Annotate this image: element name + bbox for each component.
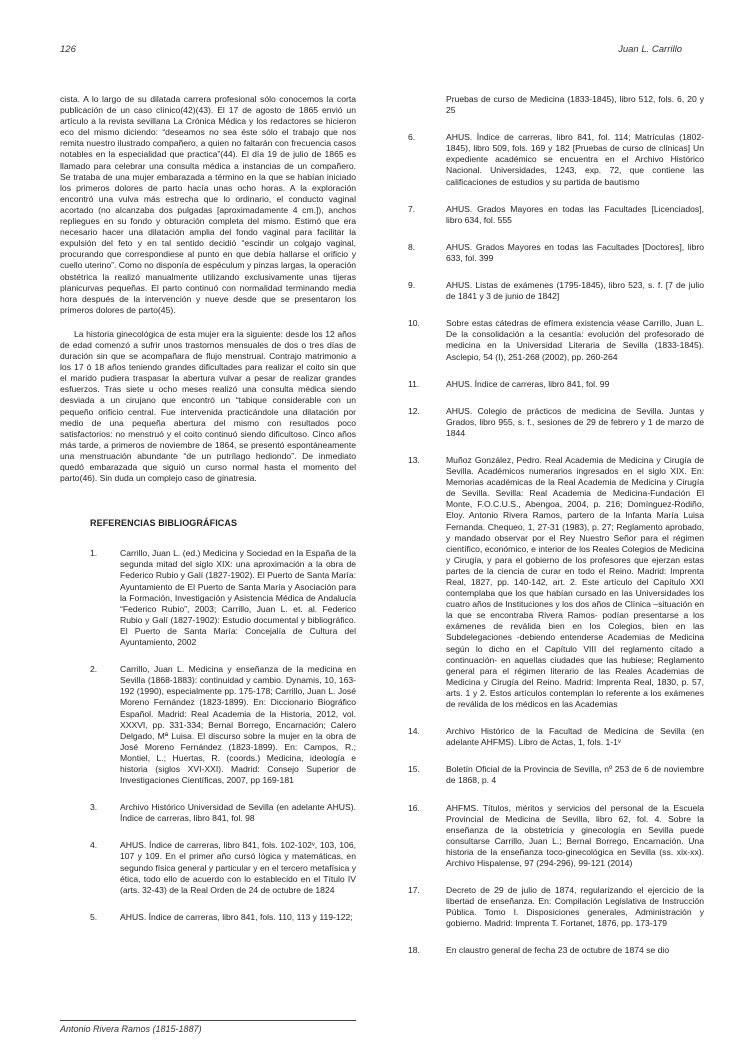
reference-number: 13. — [408, 454, 420, 465]
reference-item — [408, 406, 704, 439]
reference-text: AHUS. Índice de carreras, libro 841, fols. 110, 113 y 119-122; — [120, 911, 353, 922]
reference-list-right — [408, 132, 704, 956]
reference-text: Sobre estas cátedras de efímera existencia véase Carrillo, Juan L. De la consolidación a la cesantía: evolución del profesorado de medicina en la Universidad Literaria de Sevilla (1833-1845). Asclepio, 54 (I), 251-268 (2002), pp. 260-264 — [446, 318, 704, 362]
reference-item — [60, 548, 356, 648]
reference-text: Muñoz González, Pedro. Real Academia de Medicina y Cirugía de Sevilla. Académicos numerarios ingresados en el siglo XIX. En: Memorias académicas de la Real Academia de Medicina y Cirugía de Sevilla. Sevilla: Real Academia de Medicina-Fundación El Monte, F.O.C.U.S., Abengoa, 2004, p. 216; Domínguez-Rodiño, Eloy. Antonio Rivera Ramos, partero de la Infanta María Luisa Fernanda. Chequeo, 1, 27-31 (1983), p. 27; Reglamento aprobado, y mandado observar por el Rey Nuestro Señor para el régimen científico, económico, e interior de los Reales Colegios de Medicina y Cirugía, y para el gobierno de los profesores que ejerzan estas partes de la ciencia de curar en todo el Reino. Madrid: Imprenta Real, 1827, pp. 140-142, art. 2. Este artículo del Capítulo XXI contemplaba que los que habían cursado en las Universidades los cuatro años de Instituciones y los dos años de Clínica –situación en la que se encontraba Rivera Ramos- podían presentarse a los exámenes de reválida bien en los Colegios, bien en las Subdelegaciones -debiendo entenderse Academias de Medicina según lo dicho en el Capítulo VIII del reglamento citado a continuación- en aquellas ciudades que las hubiese; Reglamento general para el régimen literario de las Reales Academias de Medicina y Cirugía del Reino. Madrid: Imprenta Real, 1830, p. 57, arts. 1 y 2. Estos artículos contemplan lo referente a los exámenes de reválida de los médicos en las Academias — [446, 454, 704, 710]
reference-text: AHUS. Índice de carreras, libro 841, fols. 102-102ᵛ, 103, 106, 107 y 109. En el primer año cursó lógica y matemáticas, en segundo física general y particular y en el tercero metafísica y ética, todo ello de acuerdo con lo establecido en el Título IV (arts. 32-43) de la Real Orden de 24 de octubre de 1824 — [120, 840, 356, 895]
reference-number: 5. — [90, 911, 98, 922]
reference-number: 15. — [408, 764, 420, 775]
footer-rule — [60, 1020, 356, 1021]
reference-text: AHUS. Grados Mayores en todas las Facultades [Doctores], libro 633, fol. 399 — [446, 241, 704, 263]
reference-item — [408, 764, 704, 786]
reference-item — [408, 280, 704, 302]
reference-text: AHUS. Listas de exámenes (1795-1845), libro 523, s. f. [7 de julio de 1841 y 3 de junio de 1842] — [446, 280, 704, 302]
reference-item — [408, 379, 704, 390]
reference-number: 2. — [90, 664, 98, 675]
reference-item — [408, 885, 704, 929]
reference-item — [408, 945, 704, 956]
reference-number: 10. — [408, 318, 420, 329]
reference-number: 7. — [408, 203, 416, 214]
reference-number: 18. — [408, 945, 420, 956]
left-column — [60, 94, 356, 939]
right-column — [408, 94, 704, 973]
reference-item — [408, 242, 704, 264]
reference-item — [408, 726, 704, 748]
reference-item — [408, 132, 704, 187]
reference-text: Carrillo, Juan L. (ed.) Medicina y Sociedad en la España de la segunda mitad del siglo XIX: una aproximación a la obra de Federico Rubio y Galí (1827-1902). El Puerto de Santa María: Ayuntamiento de El Puerto de Santa María y Asociación para la Formación, Investigación y Asistencia Médica de Andalucía “Federico Rubio”, 2003; Carrillo, Juan L. et. al. Federico Rubio y Galí (1827-1902): Estudio documental y bibliográfico. El Puerto de Santa María: Concejalía de Cultura del Ayuntamiento, 2002 — [120, 548, 356, 648]
reference-item — [408, 455, 704, 710]
reference-text: Decreto de 29 de julio de 1874, regularizando el ejercicio de la libertad de enseñanza. En: Compilación Legislativa de Instrucción Pública. Tomo I. Disposiciones generales, Administración y gobierno. Madrid: Imprenta T. Fortanet, 1876, pp. 173-179 — [446, 885, 704, 929]
reference-number: 3. — [90, 802, 98, 813]
reference-text: AHUS. Índice de carreras, libro 841, fol. 99 — [446, 378, 610, 389]
reference-text: Archivo Histórico Universidad de Sevilla (en adelante AHUS). Índice de carreras, libro 841, fol. 98 — [120, 802, 356, 824]
reference-text: En claustro general de fecha 23 de octubre de 1874 se dio — [446, 945, 670, 956]
reference-number: 8. — [408, 241, 416, 252]
reference-number: 6. — [408, 132, 416, 143]
reference-item — [60, 912, 356, 923]
reference-text: AHUS. Colegio de prácticos de medicina de Sevilla. Juntas y Grados, libro 955, s. f., sesiones de 29 de febrero y 1 de marzo de 1844 — [446, 405, 704, 438]
body-paragraph: cista. A lo largo de su dilatada carrera profesional sólo conocemos la corta publicación de un caso clínico(42)(43). El 17 de agosto de 1865 envió un artículo a la revista sevillana La Crónica Médica y los redactores se hicieron eco del mismo diciendo: “deseamos no sea éste sólo el trabajo que nos remita nuestro ilustrado compañero, a quien no faltarán con frecuencia casos notables en la especialidad que practica”(44). El día 19 de julio de 1865 es llamado para celebrar una consulta médica a instancias de un compañero. Se trataba de una mujer embarazada a término en la que se habían iniciado los primeros dolores de parto hacía unas ocho horas. A la exploración encontró una vulva más estrecha que lo ordinario, el conducto vaginal acortado (no alcanzaba dos pulgadas [aproximadamente 4 cm.]), anchos repliegues en su fondo y obturación completa del mismo. Estimó que era necesario hacer una dilatación amplia del fondo vaginal para facilitar la expulsión del feto y en tal sentido decidió “escindir un colgajo vaginal, procurando que correspondiese al punto en que debía hallarse el orificio y cuello uterino”. Como no disponía de espéculum y pinzas largas, la operación obstétrica la realizó manualmente utilizando exclusivamente unas tijeras planicurvas pequeñas. El parto continuó con normalidad terminando media hora después de la intervención y nueve desde que se presentaron los primeros dolores de parto(45). — [60, 94, 356, 315]
reference-item — [60, 802, 356, 824]
reference-item — [60, 664, 356, 786]
reference-text: Carrillo, Juan L. Medicina y enseñanza de la medicina en Sevilla (1868-1883): continuidad y cambio. Dynamis, 10, 163-192 (1990), especialmente pp. 175-178; Carrillo, Juan L. José Moreno Fernández (1823-1899). En: Diccionario Biográfico Español. Madrid: Real Academia de la Historia, 2012, vol. XXXVI, pp. 331-334; Bernal Borrego, Encarnación; Calero Delgado, Mª Luisa. El discurso sobre la mujer en la obra de José Moreno Fernández (1823-1899). En: Campos, R.; Montiel, L.; Huertas, R. (coords.) Medicina, ideología e historia (siglos XVI-XXI). Madrid: Consejo Superior de Investigaciones Científicas, 2007, pp 169-181 — [120, 664, 356, 786]
reference-number: 16. — [408, 802, 420, 813]
reference-text: AHFMS. Títulos, méritos y servicios del personal de la Escuela Provincial de Medicina de Sevilla, libro 62, fol. 4. Sobre la enseñanza de la obstetricia y ginecología en Sevilla puede consultarse Carrillo, Juan L.; Bernal Borrego, Encarnación. Una historia de la enseñanza toco-ginecológica en Sevilla (ss. xix-xx). Archivo Hispalense, 97 (294-296), 99-121 (2014) — [446, 802, 704, 868]
reference-number: 9. — [408, 280, 416, 291]
body-paragraph: La historia ginecológica de esta mujer era la siguiente: desde los 12 años de edad comenzó a sufrir unos trastornos mensuales de dos o tres días de duración sin que se acompañara de flujo menstrual. Contrajo matrimonio a los 17 ó 18 años teniendo grandes dificultades para realizar el coito sin que el marido pudiera traspasar la abertura vulvar a pesar de realizar grandes esfuerzos. Tras siete u ocho meses realizó una consulta médica siendo desviada a un cirujano que encontró un “tabique considerable con un pequeño orificio central. Fue intervenida practicándole una dilatación por medio de una pequeña abertura del mismo con resultados poco satisfactorios: no menstruó y el coito continuó siendo dificultoso. Cinco años más tarde, a primeros de noviembre de 1864, se presentó espontáneamente una menstruación abundante “de un putrílago hediondo”. De inmediato quedó embarazada que siguió un curso normal hasta el momento del parto(46). Sin duda un complejo caso de ginatresia. — [60, 328, 356, 484]
reference-number: 12. — [408, 405, 420, 416]
reference-number: 4. — [90, 840, 98, 851]
reference-text: Boletín Oficial de la Provincia de Sevilla, nº 253 de 6 de noviembre de 1868, p. 4 — [446, 764, 704, 786]
reference-text: Archivo Histórico de la Facultad de Medicina de Sevilla (en adelante AHFMS). Libro de Actas, 1, fols. 1-1ᵛ — [446, 726, 704, 748]
reference-item — [408, 204, 704, 226]
reference-number: 14. — [408, 726, 420, 737]
reference-continuation: Pruebas de curso de Medicina (1833-1845), libro 512, fols. 6, 20 y 25 — [446, 94, 704, 116]
references-heading: REFERENCIAS BIBLIOGRÁFICAS — [90, 518, 238, 529]
reference-list-left — [60, 548, 356, 923]
page-number: 126 — [60, 44, 76, 55]
reference-text: AHUS. Índice de carreras, libro 841, fol. 114; Matrículas (1802-1845), libro 509, fols. 169 y 182 [Pruebas de curso de clínicas] Un expediente académico se encuentra en el Archivo Histórico Nacional. Universidades, 1243, exp. 72, que contiene las calificaciones de estudios y su partida de bautismo — [446, 132, 704, 187]
reference-item — [408, 803, 704, 870]
reference-number: 17. — [408, 885, 420, 896]
reference-item — [60, 840, 356, 895]
reference-text: AHUS. Grados Mayores en todas las Facultades [Licenciados], libro 634, fol. 555 — [446, 203, 704, 225]
reference-item — [408, 318, 704, 362]
running-author: Juan L. Carrillo — [618, 44, 682, 55]
reference-number: 11. — [408, 378, 420, 389]
running-footer: Antonio Rivera Ramos (1815-1887) — [60, 1024, 202, 1034]
reference-number: 1. — [90, 548, 98, 559]
